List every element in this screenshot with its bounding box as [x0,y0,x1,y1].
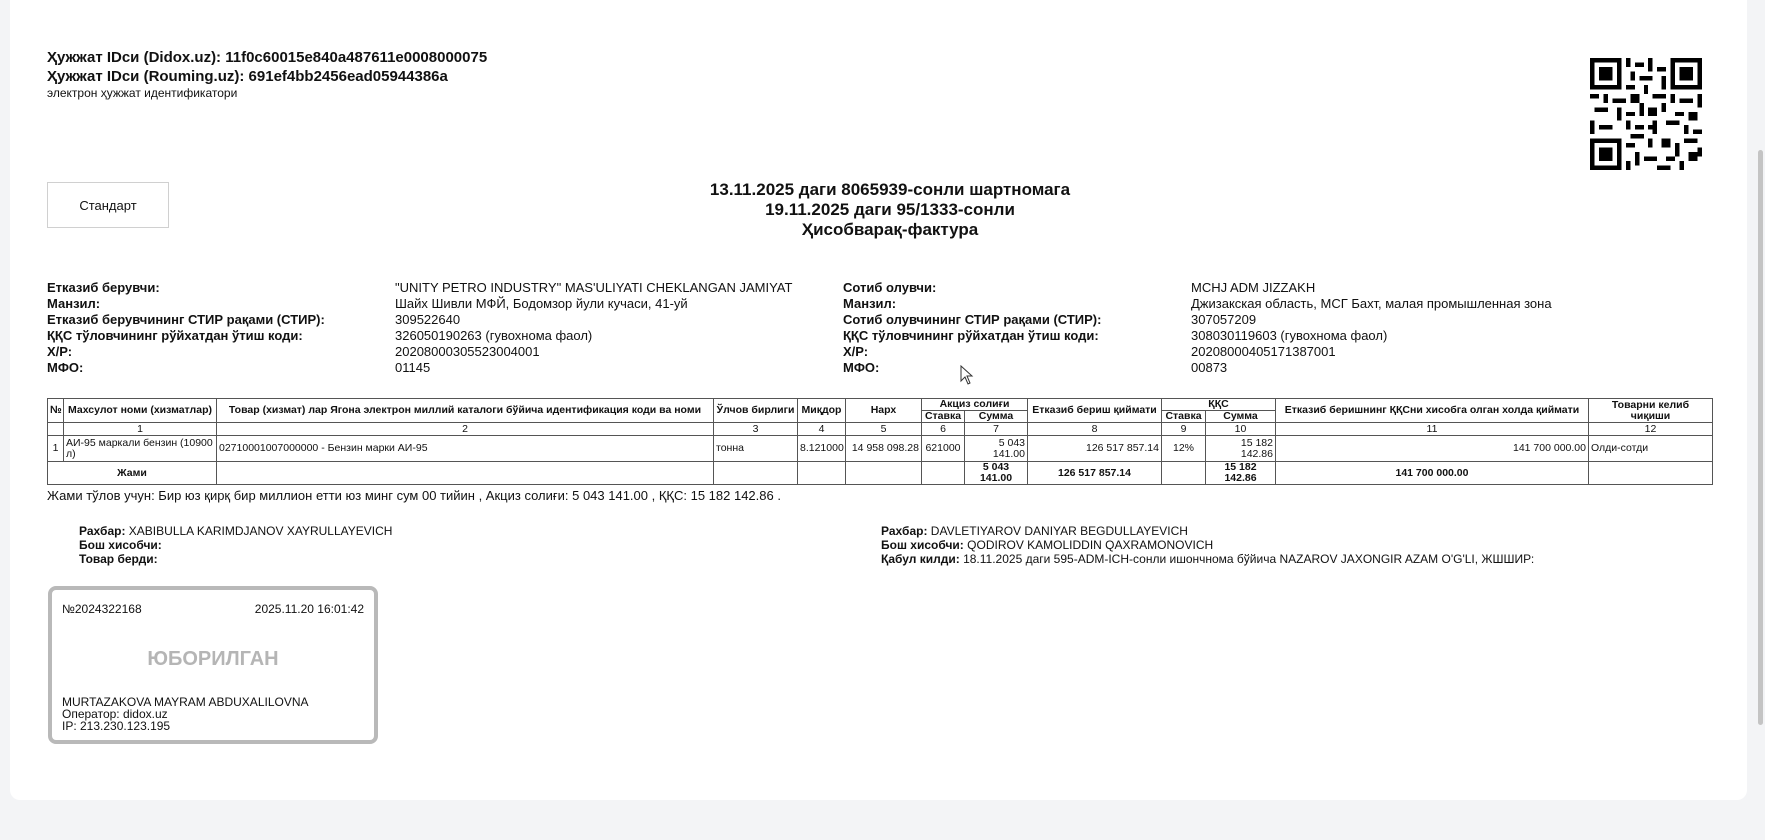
invoice-table [47,398,1713,485]
buyer-address-label: Манзил: [843,296,897,311]
buyer-head-value: DAVLETIYAROV DANIYAR BEGDULLAYEVICH [930,524,1188,538]
seller-tin-label: Етказиб берувчининг СТИР рақами (СТИР): [47,312,325,327]
seller-account-row [47,344,792,360]
stamp-number: №2024322168 [62,602,142,616]
scrollbar-thumb[interactable] [1758,150,1763,725]
cell-total-with-vat: 141 700 000.00 [1276,436,1589,462]
seller-mfo-value: 01145 [395,360,431,375]
total-empty [217,462,714,485]
total-empty [922,462,965,485]
total-empty [1162,462,1206,485]
col-header-vat-sum: Сумма [1206,411,1276,423]
buyer-vat-code-row [843,328,1552,344]
cell-qty: 8.121000 [798,436,846,462]
seller-accountant-row [79,538,392,552]
table-header-row [48,399,1713,411]
stamp-operator: Оператор: didox.uz [62,707,168,721]
column-number: 12 [1589,423,1713,436]
col-header-catalog: Товар (хизмат) лар Ягона электрон миллий каталоги бўйича идентификация коди ва номи [217,399,714,423]
total-empty [846,462,922,485]
buyer-mfo-row [843,360,1552,376]
buyer-vat-code-value: 308030119603 (гувохнома фаол) [1191,328,1388,343]
column-number: 7 [965,423,1028,436]
seller-name-row [47,280,792,296]
buyer-address-row [843,296,1552,312]
seller-vat-code-label: ҚҚС тўловчининг рўйхатдан ўтиш коди: [47,328,303,343]
column-number: 6 [922,423,965,436]
buyer-accountant-value: QODIROV KAMOLIDDIN QAXRAMONOVICH [967,538,1214,552]
stamp-signer-block [62,696,309,732]
buyer-tin-row [843,312,1552,328]
column-number-blank [48,423,64,436]
column-number: 11 [1276,423,1589,436]
seller-address-value: Шайх Шивли МФЙ, Бодомзор йули кучаси, 41-уй [395,296,688,311]
seller-head-label: Рахбар: [79,524,126,538]
buyer-mfo-value: 00873 [1191,360,1228,375]
col-header-excise-rate: Ставка [922,411,965,423]
cell-excise-rate: 621000 [922,436,965,462]
seller-released-row [79,552,392,566]
seller-tin-value: 309522640 [395,312,461,327]
column-number-row [48,423,1713,436]
buyer-name-row [843,280,1552,296]
total-vat-sum: 15 182 142.86 [1206,462,1276,485]
cell-price: 14 958 098.28 [846,436,922,462]
column-number: 5 [846,423,922,436]
seller-tin-row [47,312,792,328]
cell-vat-rate: 12% [1162,436,1206,462]
seller-released-label: Товар берди: [79,552,158,566]
buyer-block [843,280,1552,376]
total-in-words: Жами тўлов учун: Бир юз қирқ бир миллион етти юз минг сум 00 тийин , Акциз солиғи: 5 043 141.00 , ҚҚС: 15 182 142.86 . [47,488,781,503]
col-header-total-with-vat: Етказиб беришнинг ҚҚСни хисобга олган холда қиймати [1276,399,1589,423]
seller-mfo-row [47,360,792,376]
cell-no: 1 [48,436,64,462]
stamp-status: ЮБОРИЛГАН [147,648,279,670]
sent-stamp [48,586,378,744]
document-id-block [47,48,487,100]
buyer-vat-code-label: ҚҚС тўловчининг рўйхатдан ўтиш коди: [843,328,1099,343]
cell-delivery-cost: 126 517 857.14 [1028,436,1162,462]
vertical-scrollbar[interactable] [1755,0,1765,840]
qr-code-icon [1590,58,1702,170]
col-header-qty: Миқдор [798,399,846,423]
seller-head-value: XABIBULLA KARIMDJANOV XAYRULLAYEVICH [128,524,393,538]
table-total-row [48,462,1713,485]
column-number: 9 [1162,423,1206,436]
seller-vat-code-value: 326050190263 (гувохнома фаол) [395,328,593,343]
column-number: 2 [217,423,714,436]
col-header-origin: Товарни келиб чиқиши [1589,399,1713,423]
buyer-mfo-label: МФО: [843,360,880,375]
rouming-id: Ҳужжат IDси (Rouming.uz): 691ef4bb2456ead05944386a [47,68,448,85]
total-excise-sum: 5 043 141.00 [965,462,1028,485]
col-header-vat: ҚҚС [1162,399,1276,411]
title-invoice-label: Ҳисобварақ-фактура [801,220,979,239]
cell-origin: Олди-сотди [1589,436,1713,462]
table-row [48,436,1713,462]
stamp-signer-name: MURTAZAKOVA MAYRAM ABDUXALILOVNA [62,695,309,709]
cell-name: АИ-95 маркали бензин (10900 л) [64,436,217,462]
seller-name-label: Етказиб берувчи: [47,280,160,295]
standard-button[interactable]: Стандарт [47,182,169,228]
seller-address-label: Манзил: [47,296,101,311]
doc-id-caption: электрон ҳужжат идентификатори [47,86,238,100]
column-number: 8 [1028,423,1162,436]
buyer-name-label: Сотиб олувчи: [843,280,937,295]
mouse-pointer-icon [960,365,974,385]
buyer-tin-value: 307057209 [1191,312,1257,327]
buyer-account-value: 20208000405171387001 [1191,344,1336,359]
col-header-unit: Ўлчов бирлиги [714,399,798,423]
column-number: 4 [798,423,846,436]
total-empty [1589,462,1713,485]
title-invoice-number-line: 19.11.2025 даги 95/1333-сонли [765,200,1015,219]
buyer-address-value: Джизакская область, МСГ Бахт, малая промышленная зона [1191,296,1552,311]
col-header-excise: Акциз солиғи [922,399,1028,411]
cell-unit: тонна [714,436,798,462]
document-title [550,180,1230,240]
didox-id: Ҳужжат IDси (Didox.uz): 11f0c60015e840a487611e0008000075 [47,49,488,66]
title-contract-line: 13.11.2025 даги 8065939-сонли шартномага [709,180,1071,199]
col-header-delivery-cost: Етказиб бериш қиймати [1028,399,1162,423]
total-empty [798,462,846,485]
buyer-account-label: Х/Р: [843,344,869,359]
buyer-accepted-row [881,552,1534,566]
buyer-accountant-label: Бош хисобчи: [881,538,964,552]
column-number: 1 [64,423,217,436]
buyer-accepted-value: 18.11.2025 даги 595-ADM-ICH-сонли ишончнома бўйича NAZAROV JAXONGIR AZAM O'G'LI, ЖШШИР: [963,552,1535,566]
seller-address-row [47,296,792,312]
document-page [10,0,1747,800]
total-label: Жами [48,462,217,485]
buyer-accountant-row [881,538,1534,552]
buyer-tin-label: Сотиб олувчининг СТИР рақами (СТИР): [843,312,1102,327]
buyer-name-value: MCHJ ADM JIZZAKH [1191,280,1316,295]
seller-mfo-label: МФО: [47,360,84,375]
seller-head-row [79,524,392,538]
stamp-ip: IP: 213.230.123.195 [62,719,171,733]
seller-name-value: "UNITY PETRO INDUSTRY" MAS'ULIYATI CHEKLANGAN JAMIYAT [395,280,793,295]
col-header-vat-rate: Ставка [1162,411,1206,423]
col-header-price: Нарх [846,399,922,423]
seller-signatures [79,524,392,566]
buyer-signatures [881,524,1534,566]
total-delivery-cost: 126 517 857.14 [1028,462,1162,485]
col-header-no: № [48,399,64,423]
buyer-accepted-label: Қабул килди: [881,552,960,566]
seller-account-label: Х/Р: [47,344,73,359]
cell-catalog: 02710001007000000 - Бензин марки АИ-95 [217,436,714,462]
column-number: 10 [1206,423,1276,436]
col-header-excise-sum: Сумма [965,411,1028,423]
seller-vat-code-row [47,328,792,344]
stamp-datetime: 2025.11.20 16:01:42 [254,602,364,616]
seller-block [47,280,792,376]
buyer-account-row [843,344,1552,360]
cell-vat-sum: 15 182 142.86 [1206,436,1276,462]
total-with-vat: 141 700 000.00 [1276,462,1589,485]
column-number: 3 [714,423,798,436]
buyer-head-row [881,524,1534,538]
buyer-head-label: Рахбар: [881,524,928,538]
seller-account-value: 20208000305523004001 [395,344,540,359]
col-header-name: Махсулот номи (хизматлар) [64,399,217,423]
cell-excise-sum: 5 043 141.00 [965,436,1028,462]
seller-accountant-label: Бош хисобчи: [79,538,162,552]
total-empty [714,462,798,485]
